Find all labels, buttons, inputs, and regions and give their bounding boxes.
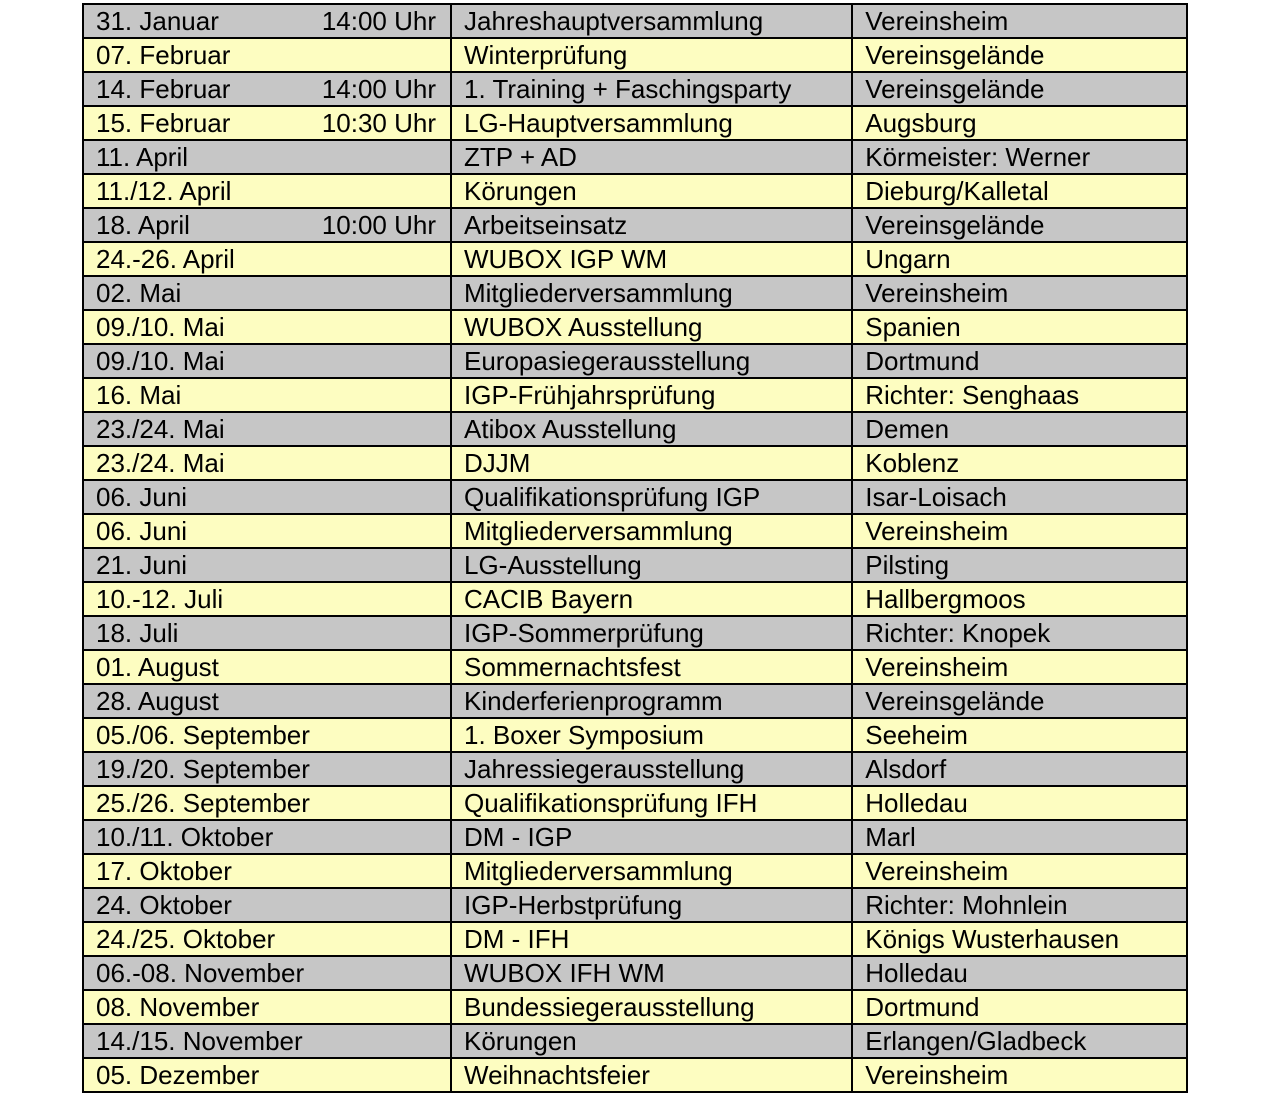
date-cell xyxy=(83,106,451,140)
event-date: 25./26. September xyxy=(96,788,310,818)
table-row xyxy=(83,752,1187,786)
table-row xyxy=(83,650,1187,684)
event-name-cell: Körungen xyxy=(451,1024,852,1058)
event-location-cell: Vereinsheim xyxy=(852,514,1187,548)
event-date: 14. Februar xyxy=(96,74,231,104)
date-cell xyxy=(83,378,451,412)
date-cell xyxy=(83,480,451,514)
date-cell xyxy=(83,548,451,582)
event-name-cell: Qualifikationsprüfung IFH xyxy=(451,786,852,820)
table-row xyxy=(83,888,1187,922)
date-cell xyxy=(83,888,451,922)
event-date: 08. November xyxy=(96,992,260,1022)
event-name-cell: Atibox Ausstellung xyxy=(451,412,852,446)
event-date: 23./24. Mai xyxy=(96,414,225,444)
table-row xyxy=(83,684,1187,718)
date-cell xyxy=(83,684,451,718)
date-cell xyxy=(83,412,451,446)
event-date: 07. Februar xyxy=(96,40,231,70)
event-date: 31. Januar xyxy=(96,6,219,36)
event-name-cell: IGP-Frühjahrsprüfung xyxy=(451,378,852,412)
event-location-cell: Augsburg xyxy=(852,106,1187,140)
event-location-cell: Vereinsgelände xyxy=(852,208,1187,242)
date-cell xyxy=(83,174,451,208)
table-row xyxy=(83,956,1187,990)
event-location-cell: Erlangen/Gladbeck xyxy=(852,1024,1187,1058)
event-location-cell: Holledau xyxy=(852,786,1187,820)
event-time: 14:00 Uhr xyxy=(321,74,436,104)
event-date: 19./20. September xyxy=(96,754,310,784)
table-row xyxy=(83,786,1187,820)
event-location-cell: Dieburg/Kalletal xyxy=(852,174,1187,208)
event-date: 02. Mai xyxy=(96,278,182,308)
date-cell xyxy=(83,344,451,378)
event-date: 01. August xyxy=(96,652,219,682)
event-name-cell: WUBOX IGP WM xyxy=(451,242,852,276)
event-location-cell: Richter: Senghaas xyxy=(852,378,1187,412)
event-name-cell: Jahressiegerausstellung xyxy=(451,752,852,786)
table-row xyxy=(83,582,1187,616)
event-schedule-table xyxy=(82,3,1188,1093)
event-location-cell: Ungarn xyxy=(852,242,1187,276)
event-name-cell: Weihnachtsfeier xyxy=(451,1058,852,1092)
event-location-cell: Vereinsheim xyxy=(852,276,1187,310)
event-date: 21. Juni xyxy=(96,550,188,580)
date-cell xyxy=(83,956,451,990)
date-cell xyxy=(83,38,451,72)
event-name-cell: WUBOX IFH WM xyxy=(451,956,852,990)
date-cell xyxy=(83,310,451,344)
event-date: 24.-26. April xyxy=(96,244,235,274)
date-cell xyxy=(83,276,451,310)
event-name-cell: Europasiegerausstellung xyxy=(451,344,852,378)
table-row xyxy=(83,480,1187,514)
table-row xyxy=(83,854,1187,888)
date-cell xyxy=(83,718,451,752)
date-cell xyxy=(83,242,451,276)
event-location-cell: Vereinsgelände xyxy=(852,684,1187,718)
event-name-cell: Winterprüfung xyxy=(451,38,852,72)
event-name-cell: Mitgliederversammlung xyxy=(451,514,852,548)
date-cell xyxy=(83,786,451,820)
date-cell xyxy=(83,820,451,854)
event-date: 16. Mai xyxy=(96,380,182,410)
event-location-cell: Richter: Knopek xyxy=(852,616,1187,650)
event-name-cell: Qualifikationsprüfung IGP xyxy=(451,480,852,514)
event-name-cell: DM - IFH xyxy=(451,922,852,956)
table-row xyxy=(83,344,1187,378)
table-row xyxy=(83,718,1187,752)
table-row xyxy=(83,616,1187,650)
event-location-cell: Vereinsheim xyxy=(852,650,1187,684)
table-row xyxy=(83,208,1187,242)
event-date: 18. Juli xyxy=(96,618,179,648)
event-name-cell: Mitgliederversammlung xyxy=(451,854,852,888)
event-name-cell: Kinderferienprogramm xyxy=(451,684,852,718)
event-name-cell: DM - IGP xyxy=(451,820,852,854)
table-row xyxy=(83,922,1187,956)
table-row xyxy=(83,514,1187,548)
table-row xyxy=(83,72,1187,106)
date-cell xyxy=(83,140,451,174)
date-cell xyxy=(83,922,451,956)
event-location-cell: Alsdorf xyxy=(852,752,1187,786)
event-date: 15. Februar xyxy=(96,108,231,138)
event-location-cell: Seeheim xyxy=(852,718,1187,752)
event-date: 06. Juni xyxy=(96,482,188,512)
table-row xyxy=(83,276,1187,310)
date-cell xyxy=(83,1024,451,1058)
event-date: 09./10. Mai xyxy=(96,312,225,342)
date-cell xyxy=(83,616,451,650)
event-date: 09./10. Mai xyxy=(96,346,225,376)
table-row xyxy=(83,446,1187,480)
event-location-cell: Königs Wusterhausen xyxy=(852,922,1187,956)
table-row xyxy=(83,310,1187,344)
event-location-cell: Richter: Mohnlein xyxy=(852,888,1187,922)
event-location-cell: Marl xyxy=(852,820,1187,854)
table-row xyxy=(83,140,1187,174)
table-row xyxy=(83,412,1187,446)
event-name-cell: Jahreshauptversammlung xyxy=(451,4,852,38)
date-cell xyxy=(83,752,451,786)
event-location-cell: Vereinsgelände xyxy=(852,38,1187,72)
event-location-cell: Hallbergmoos xyxy=(852,582,1187,616)
event-date: 05. Dezember xyxy=(96,1060,260,1090)
date-cell xyxy=(83,990,451,1024)
date-cell xyxy=(83,650,451,684)
table-row xyxy=(83,242,1187,276)
schedule-body xyxy=(83,4,1187,1092)
event-date: 05./06. September xyxy=(96,720,310,750)
date-cell xyxy=(83,72,451,106)
event-name-cell: WUBOX Ausstellung xyxy=(451,310,852,344)
event-name-cell: 1. Boxer Symposium xyxy=(451,718,852,752)
date-cell xyxy=(83,514,451,548)
table-row xyxy=(83,548,1187,582)
event-location-cell: Vereinsheim xyxy=(852,854,1187,888)
event-location-cell: Pilsting xyxy=(852,548,1187,582)
event-location-cell: Vereinsheim xyxy=(852,4,1187,38)
event-location-cell: Vereinsgelände xyxy=(852,72,1187,106)
date-cell xyxy=(83,208,451,242)
event-name-cell: Sommernachtsfest xyxy=(451,650,852,684)
event-location-cell: Spanien xyxy=(852,310,1187,344)
event-date: 17. Oktober xyxy=(96,856,232,886)
event-location-cell: Demen xyxy=(852,412,1187,446)
event-date: 11. April xyxy=(96,142,189,172)
event-location-cell: Holledau xyxy=(852,956,1187,990)
event-date: 06.-08. November xyxy=(96,958,305,988)
event-date: 11./12. April xyxy=(96,176,232,206)
table-row xyxy=(83,378,1187,412)
event-date: 18. April xyxy=(96,210,190,240)
event-name-cell: Körungen xyxy=(451,174,852,208)
event-date: 24. Oktober xyxy=(96,890,232,920)
table-row xyxy=(83,174,1187,208)
event-time: 10:00 Uhr xyxy=(321,210,436,240)
event-date: 10.-12. Juli xyxy=(96,584,224,614)
date-cell xyxy=(83,582,451,616)
date-cell xyxy=(83,1058,451,1092)
event-name-cell: LG-Hauptversammlung xyxy=(451,106,852,140)
event-date: 28. August xyxy=(96,686,219,716)
event-name-cell: ZTP + AD xyxy=(451,140,852,174)
event-location-cell: Dortmund xyxy=(852,344,1187,378)
event-time: 14:00 Uhr xyxy=(321,6,436,36)
event-date: 23./24. Mai xyxy=(96,448,225,478)
event-name-cell: 1. Training + Faschingsparty xyxy=(451,72,852,106)
event-location-cell: Dortmund xyxy=(852,990,1187,1024)
event-time: 10:30 Uhr xyxy=(321,108,436,138)
event-location-cell: Körmeister: Werner xyxy=(852,140,1187,174)
date-cell xyxy=(83,854,451,888)
event-name-cell: CACIB Bayern xyxy=(451,582,852,616)
event-location-cell: Isar-Loisach xyxy=(852,480,1187,514)
table-row xyxy=(83,4,1187,38)
event-name-cell: Bundessiegerausstellung xyxy=(451,990,852,1024)
date-cell xyxy=(83,446,451,480)
table-row xyxy=(83,990,1187,1024)
event-location-cell: Vereinsheim xyxy=(852,1058,1187,1092)
table-row xyxy=(83,820,1187,854)
event-name-cell: Arbeitseinsatz xyxy=(451,208,852,242)
event-name-cell: IGP-Sommerprüfung xyxy=(451,616,852,650)
event-date: 10./11. Oktober xyxy=(96,822,274,852)
table-row xyxy=(83,106,1187,140)
table-row xyxy=(83,38,1187,72)
event-date: 24./25. Oktober xyxy=(96,924,276,954)
event-date: 14./15. November xyxy=(96,1026,303,1056)
event-date: 06. Juni xyxy=(96,516,188,546)
table-row xyxy=(83,1058,1187,1092)
event-location-cell: Koblenz xyxy=(852,446,1187,480)
event-name-cell: DJJM xyxy=(451,446,852,480)
table-row xyxy=(83,1024,1187,1058)
event-name-cell: IGP-Herbstprüfung xyxy=(451,888,852,922)
event-name-cell: LG-Ausstellung xyxy=(451,548,852,582)
date-cell xyxy=(83,4,451,38)
event-name-cell: Mitgliederversammlung xyxy=(451,276,852,310)
